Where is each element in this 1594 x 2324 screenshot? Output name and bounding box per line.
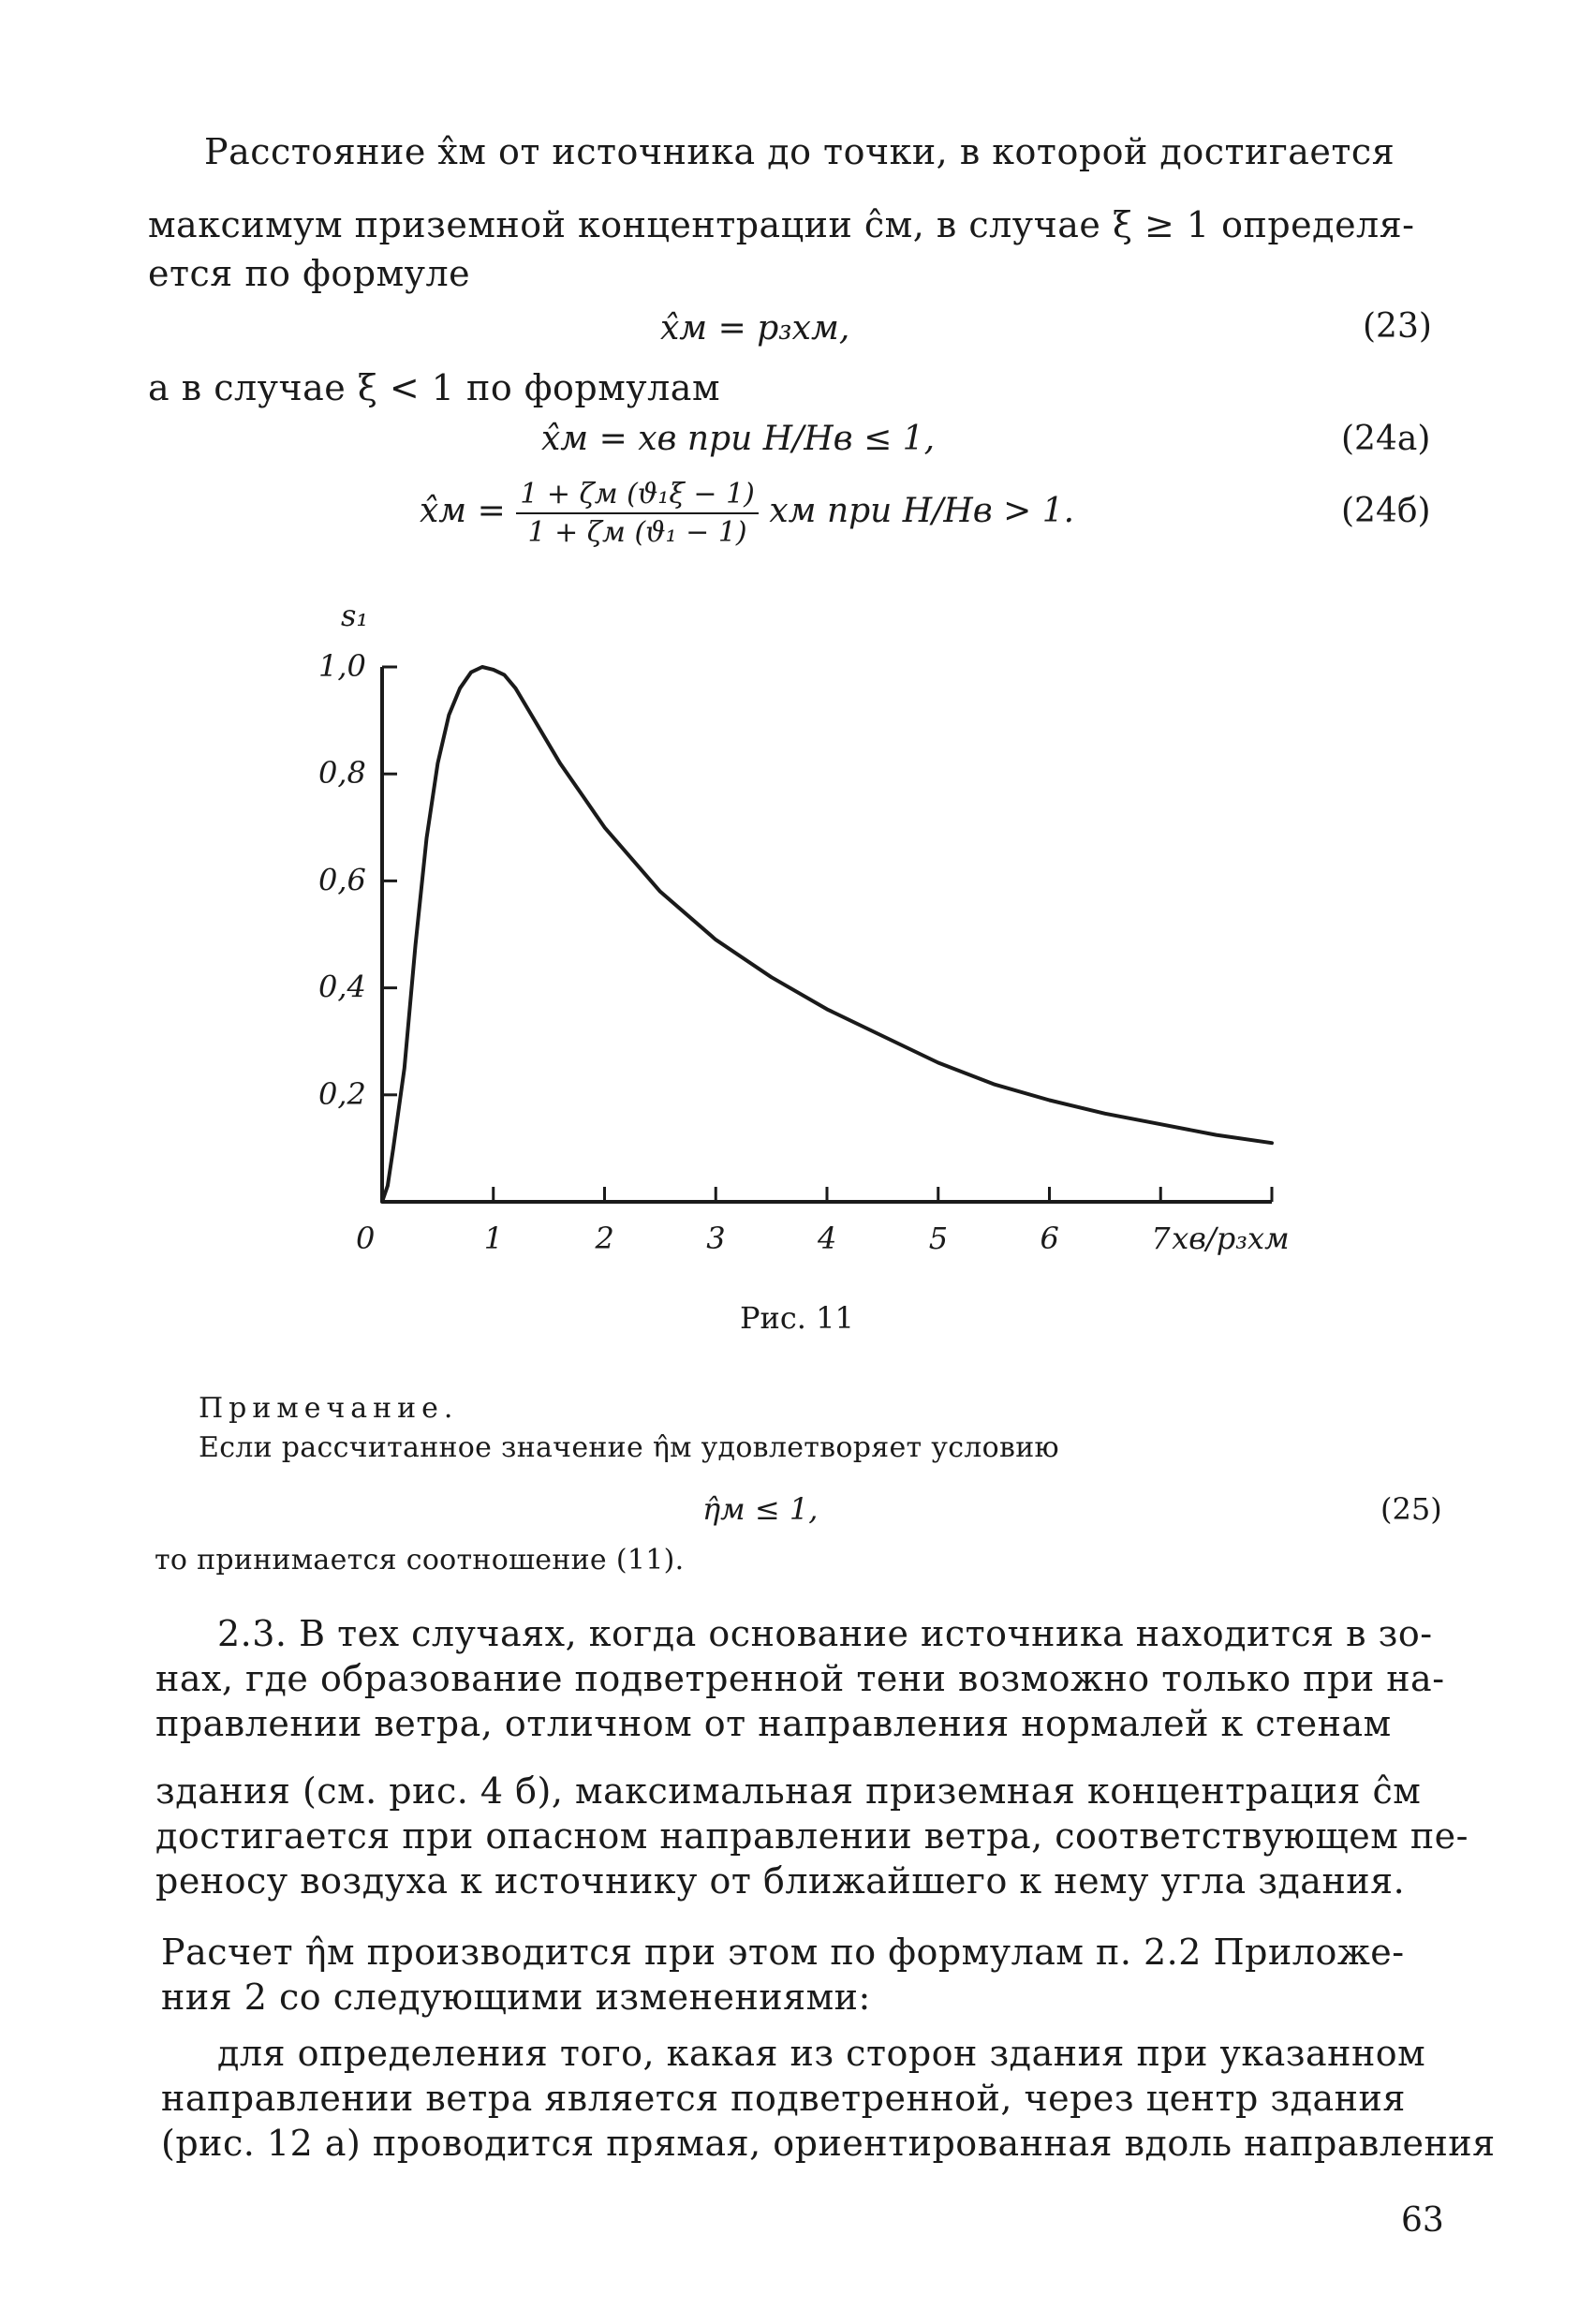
equation-24a: x̂м = xв при H/Hв ≤ 1, — [541, 420, 936, 458]
y-axis-title: s₁ — [341, 598, 369, 633]
equation-number: (24а) — [1341, 420, 1431, 458]
text-line: то принимается соотношение (11). — [155, 1544, 685, 1576]
text-line: 2.3. В тех случаях, когда основание источника находится в зо- — [217, 1613, 1433, 1654]
note-title: Примечание. — [199, 1392, 459, 1425]
x-tick-label: 1 — [483, 1221, 504, 1256]
x-tick-label: 7 — [1151, 1221, 1171, 1256]
text-line: Расчет η̂м производится при этом по формулам п. 2.2 Приложе- — [161, 1932, 1405, 1973]
x-tick-label: 4 — [818, 1221, 837, 1256]
text-line: Если рассчитанное значение η̂м удовлетворяет условию — [199, 1431, 1059, 1464]
x-tick-label: 2 — [595, 1221, 614, 1256]
fraction-numerator: 1 + ζм (ϑ₁ξ − 1) — [516, 478, 759, 514]
text-line: Расстояние x̂м от источника до точки, в которой достигается — [204, 131, 1395, 172]
equation-rhs: xм при H/Hв > 1. — [769, 492, 1075, 530]
text-line: максимум приземной концентрации ĉм, в случае ξ ≥ 1 определя- — [148, 204, 1415, 245]
chart-series — [382, 667, 1272, 1202]
chart-axes — [318, 598, 1290, 1256]
y-tick-label: 0,4 — [318, 969, 366, 1005]
equation-23: x̂м = p₃xм, — [660, 309, 850, 348]
x-tick-label: 5 — [928, 1221, 949, 1256]
equation-lhs: x̂м = — [420, 492, 506, 530]
equation-number: (24б) — [1341, 492, 1431, 530]
text-line: а в случае ξ < 1 по формулам — [148, 367, 721, 408]
y-tick-label: 0,8 — [318, 755, 366, 792]
text-line: реносу воздуха к источнику от ближайшего к нему угла здания. — [155, 1860, 1406, 1902]
x-axis-title: xв/p₃xм — [1172, 1221, 1290, 1256]
page-number: 63 — [1401, 2201, 1444, 2240]
equation-25: η̂м ≤ 1, — [702, 1491, 819, 1527]
series-line — [382, 667, 1272, 1202]
text-line: нах, где образование подветренной тени возможно только при на- — [155, 1658, 1445, 1699]
y-tick-label: 0,6 — [318, 862, 366, 898]
text-line: правлении ветра, отличном от направления нормалей к стенам — [155, 1703, 1392, 1744]
y-tick-label: 0,2 — [318, 1075, 366, 1112]
text-line: (рис. 12 а) проводится прямая, ориентированная вдоль направления — [161, 2123, 1496, 2164]
x-tick-label: 0 — [356, 1221, 376, 1256]
text-line: ния 2 со следующими изменениями: — [161, 1976, 871, 2018]
equation-number: (25) — [1380, 1491, 1442, 1527]
equation-number: (23) — [1363, 307, 1432, 346]
x-tick-label: 6 — [1040, 1221, 1059, 1256]
figure-caption: Рис. 11 — [740, 1300, 854, 1336]
text-line: направлении ветра является подветренной, через центр здания — [161, 2078, 1406, 2119]
fraction-denominator: 1 + ζм (ϑ₁ − 1) — [527, 516, 747, 549]
x-tick-label: 3 — [706, 1221, 726, 1256]
text-line: достигается при опасном направлении ветра, соответствующем пе- — [155, 1815, 1469, 1857]
text-line: здания (см. рис. 4 б), максимальная приземная концентрация ĉм — [155, 1770, 1422, 1812]
text-line: ется по формуле — [148, 253, 471, 294]
text-line: для определения того, какая из сторон здания при указанном — [217, 2033, 1426, 2074]
y-tick-label: 1,0 — [318, 648, 366, 684]
